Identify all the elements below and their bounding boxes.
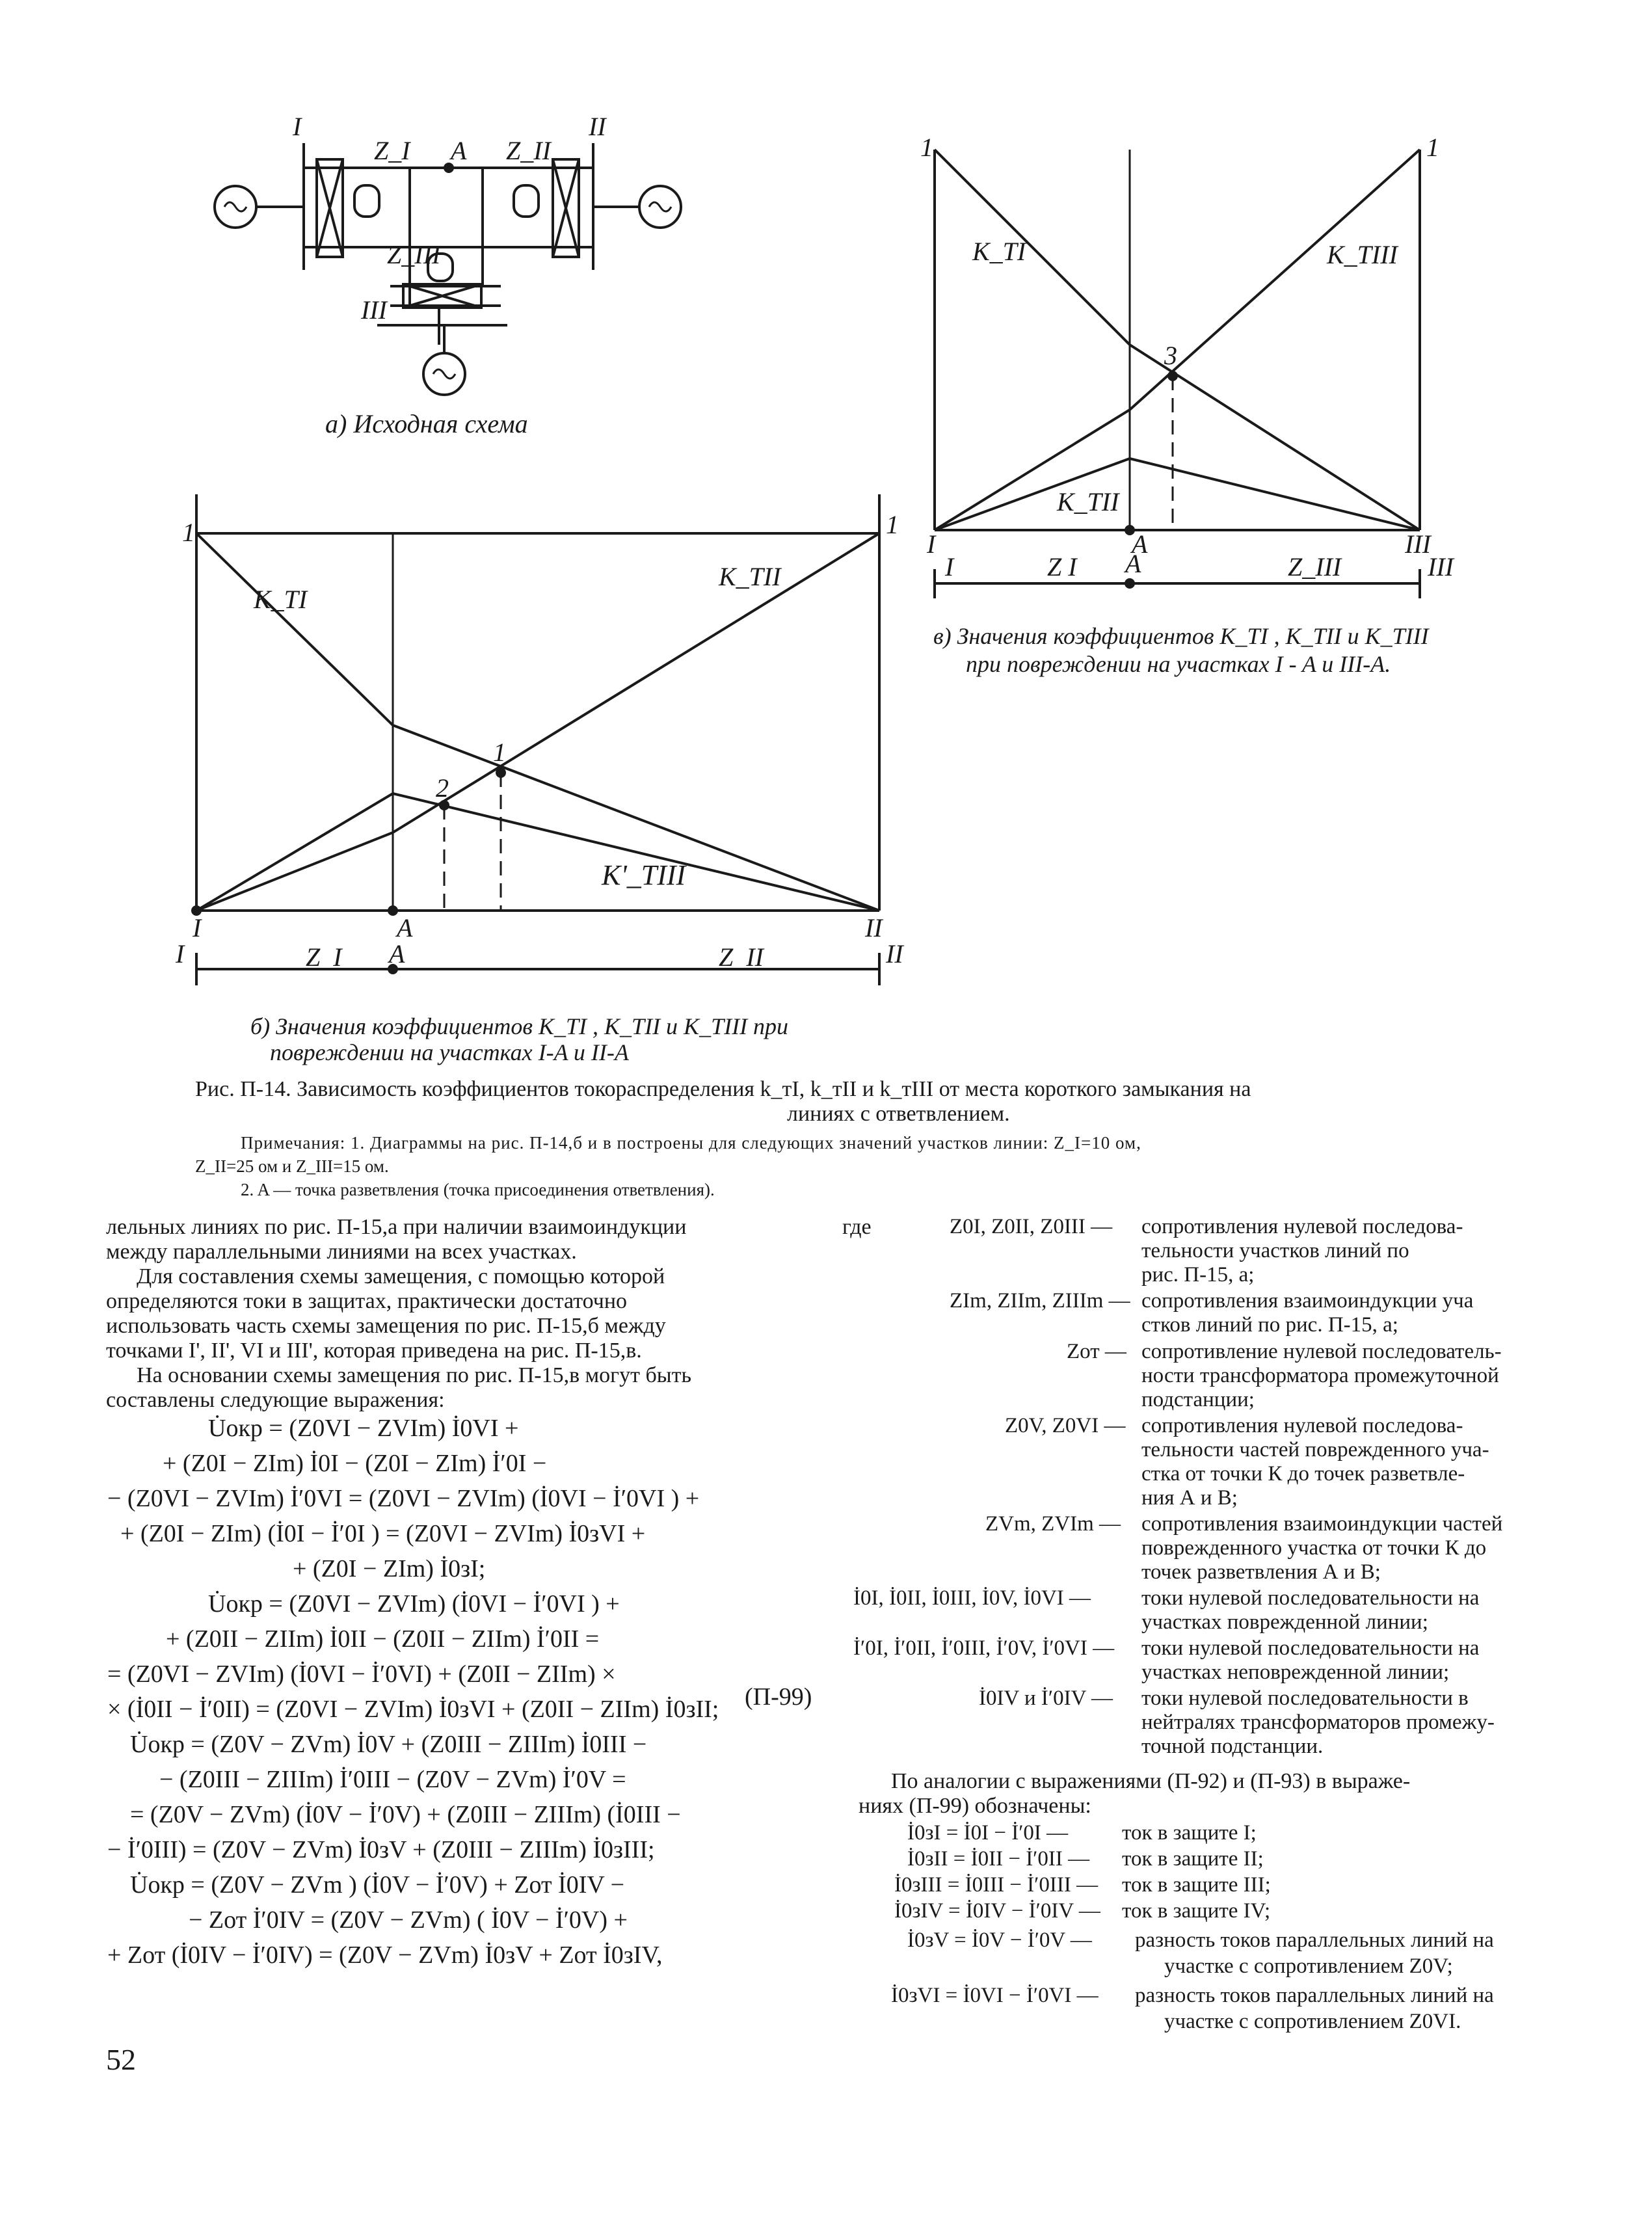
label-kt2: K_TII bbox=[1057, 487, 1119, 516]
equation-line: − İ′0III) = (Z0V − ZVm) İ0зV + (Z0III − ZIIIm) İ0зIII; bbox=[107, 1836, 655, 1863]
left-text-line: составлены следующие выражения: bbox=[106, 1388, 445, 1412]
label-right-III: III bbox=[1405, 529, 1431, 559]
left-text-line: точками I', II', VI и III', которая приведена на рис. П-15,в. bbox=[106, 1339, 642, 1363]
equation-line: = (Z0V − ZVm) (İ0V − İ′0V) + (Z0III − ZIIIm) (İ0III − bbox=[130, 1801, 681, 1828]
definition-text: сопротивления взаимоиндукции частей bbox=[1141, 1512, 1503, 1536]
figure-caption-line1: Рис. П-14. Зависимость коэффициентов токораспределения k_тI, k_тII и k_тIII от места короткого замыкания на bbox=[195, 1077, 1251, 1101]
label-point-3: 3 bbox=[1164, 341, 1177, 370]
analogy-text: ниях (П-99) обозначены: bbox=[859, 1794, 1091, 1818]
label-kt1: K_TI bbox=[254, 585, 308, 614]
curve-kt3 bbox=[935, 150, 1420, 530]
definition-text: тельности участков линий по bbox=[1141, 1239, 1409, 1262]
left-text-line: использовать часть схемы замещения по рис. П-15,б между bbox=[106, 1314, 666, 1338]
definition-text: нейтралях трансформаторов промежу- bbox=[1141, 1711, 1495, 1734]
label-mid-A: A bbox=[1132, 529, 1148, 559]
protection-current-symbol: İ0зIV = İ0IV − İ′0IV — bbox=[894, 1899, 1100, 1923]
definition-text: сопротивление нулевой последователь- bbox=[1141, 1340, 1502, 1363]
figure-a-schematic bbox=[215, 143, 681, 395]
definition-text: сопротивления нулевой последова- bbox=[1141, 1215, 1463, 1238]
definition-text: участках поврежденной линии; bbox=[1141, 1610, 1428, 1634]
page-number: 52 bbox=[106, 2043, 136, 2076]
label-axis-A: A bbox=[1125, 549, 1141, 578]
left-text-line: На основании схемы замещения по рис. П-15,в могут быть bbox=[137, 1363, 691, 1387]
label-one-right: 1 bbox=[886, 510, 899, 539]
label-point-A: A bbox=[451, 136, 467, 165]
label-right-II: II bbox=[865, 913, 883, 942]
label-axis-III: III bbox=[1428, 552, 1454, 581]
label-axis-A: A bbox=[389, 939, 405, 968]
figure-b-caption-2: повреждении на участках I-A и II-A bbox=[270, 1039, 629, 1065]
definition-symbol: ZVm, ZVIm — bbox=[985, 1512, 1121, 1536]
definition-symbol: Zот — bbox=[1067, 1340, 1126, 1363]
equation-line: U̇окр = (Z0VI − ZVIm) İ0VI + bbox=[208, 1415, 519, 1442]
label-bus-II: II bbox=[589, 112, 606, 141]
protection-current-desc: ток в защите II; bbox=[1122, 1847, 1264, 1871]
protection-current-desc: разность токов параллельных линий на bbox=[1135, 1928, 1494, 1952]
definition-text: ния А и В; bbox=[1141, 1486, 1238, 1510]
equation-line: − (Z0VI − ZVIm) İ′0VI = (Z0VI − ZVIm) (İ0VI − İ′0VI ) + bbox=[107, 1485, 700, 1512]
label-kt2: K_TII bbox=[719, 562, 781, 591]
definition-text: точной подстанции. bbox=[1141, 1735, 1324, 1758]
definition-text: точек разветвления А и В; bbox=[1141, 1560, 1381, 1584]
figure-v-diagram bbox=[935, 150, 1420, 598]
figure-b-caption-1: б) Значения коэффициентов K_TI , K_TII и K_TIII при bbox=[250, 1013, 789, 1039]
label-zright: Z_II bbox=[719, 942, 764, 972]
protection-current-symbol: İ0зV = İ0V − İ′0V — bbox=[907, 1928, 1092, 1952]
definition-text: токи нулевой последовательности на bbox=[1141, 1586, 1480, 1610]
left-text-line: Для составления схемы замещения, с помощью которой bbox=[137, 1264, 665, 1288]
protection-current-desc: ток в защите I; bbox=[1122, 1821, 1257, 1845]
label-zright: Z_III bbox=[1288, 552, 1342, 581]
protection-current-desc: участке с сопротивлением Z0VI. bbox=[1164, 2010, 1461, 2033]
equation-line: + Zот (İ0IV − İ′0IV) = (Z0V − ZVm) İ0зV + Zот İ0зIV, bbox=[107, 1941, 663, 1969]
left-text-line: определяются токи в защитах, практически достаточно bbox=[106, 1289, 628, 1313]
label-one-right: 1 bbox=[1426, 133, 1439, 162]
left-text-line: между параллельными линиями на всех участках. bbox=[106, 1240, 577, 1264]
label-bus-III: III bbox=[361, 295, 387, 325]
definition-text: поврежденного участка от точки К до bbox=[1141, 1536, 1487, 1560]
equation-line: U̇окр = (Z0V − ZVm ) (İ0V − İ′0V) + Zот İ0IV − bbox=[130, 1871, 625, 1899]
protection-current-symbol: İ0зI = İ0I − İ′0I — bbox=[907, 1821, 1069, 1845]
figure-a-caption: а) Исходная схема bbox=[325, 409, 528, 438]
label-one-left: 1 bbox=[182, 518, 195, 547]
definition-text: ности трансформатора промежуточной bbox=[1141, 1364, 1499, 1387]
label-one-left: 1 bbox=[920, 133, 933, 162]
label-kt3: K'_TIII bbox=[602, 859, 686, 891]
label-zI: Z_I bbox=[374, 136, 410, 165]
curve-kt1 bbox=[935, 150, 1420, 530]
protection-current-desc: ток в защите IV; bbox=[1122, 1899, 1271, 1923]
definition-text: стка от точки К до точек разветвле- bbox=[1141, 1462, 1465, 1486]
figures-canvas bbox=[0, 0, 1652, 1080]
equation-line: × (İ0II − İ′0II) = (Z0VI − ZVIm) İ0зVI + (Z0II − ZIIm) İ0зII; bbox=[107, 1696, 719, 1723]
protection-current-symbol: İ0зIII = İ0III − İ′0III — bbox=[894, 1873, 1099, 1897]
definition-symbol: İ0IV и İ′0IV — bbox=[979, 1687, 1113, 1710]
definition-text: сопротивления нулевой последова- bbox=[1141, 1414, 1463, 1437]
note-line3: 2. A — точка разветвления (точка присоединения ответвления). bbox=[241, 1180, 715, 1199]
label-zII: Z_II bbox=[506, 136, 551, 165]
protection-current-desc: ток в защите III; bbox=[1122, 1873, 1271, 1897]
relay-icon bbox=[354, 185, 379, 217]
definition-symbol: İ0I, İ0II, İ0III, İ0V, İ0VI — bbox=[853, 1586, 1091, 1610]
note-line2: Z_II=25 ом и Z_III=15 ом. bbox=[195, 1156, 389, 1176]
protection-current-symbol: İ0зII = İ0II − İ′0II — bbox=[907, 1847, 1090, 1871]
label-left-I: I bbox=[193, 913, 202, 942]
label-kt1: K_TI bbox=[972, 237, 1026, 266]
label-zleft: Z_I bbox=[306, 942, 342, 972]
label-left-I: I bbox=[927, 529, 936, 559]
definition-text: сопротивления взаимоиндукции уча bbox=[1141, 1289, 1474, 1313]
equation-line: − (Z0III − ZIIIm) İ′0III − (Z0V − ZVm) İ′0V = bbox=[159, 1766, 626, 1793]
protection-current-desc: участке с сопротивлением Z0V; bbox=[1164, 1954, 1453, 1978]
label-bus-I: I bbox=[293, 112, 302, 141]
label-mid-A: A bbox=[397, 913, 413, 942]
figure-caption-line2: линиях с ответвлением. bbox=[787, 1102, 1010, 1126]
definition-text: токи нулевой последовательности на bbox=[1141, 1636, 1480, 1660]
label-axis-I: I bbox=[945, 552, 954, 581]
curve-kt3 bbox=[196, 793, 879, 911]
where-word: где bbox=[842, 1215, 872, 1239]
label-zIII: Z_III bbox=[387, 240, 441, 269]
protection-current-desc: разность токов параллельных линий на bbox=[1135, 1984, 1494, 2007]
definition-text: подстанции; bbox=[1141, 1388, 1255, 1411]
label-point-1: 1 bbox=[493, 738, 506, 767]
protection-current-symbol: İ0зVI = İ0VI − İ′0VI — bbox=[891, 1984, 1099, 2007]
label-kt3: K_TIII bbox=[1327, 240, 1398, 269]
label-zleft: Z I bbox=[1047, 552, 1077, 581]
equation-line: U̇окр = (Z0V − ZVm) İ0V + (Z0III − ZIIIm) İ0III − bbox=[130, 1731, 647, 1758]
definition-symbol: Z0I, Z0II, Z0III — bbox=[950, 1215, 1113, 1238]
equation-line: + (Z0II − ZIIm) İ0II − (Z0II − ZIIm) İ′0II = bbox=[166, 1625, 600, 1653]
definition-text: участках неповрежденной линии; bbox=[1141, 1660, 1450, 1684]
definition-symbol: ZIm, ZIIm, ZIIIm — bbox=[950, 1289, 1130, 1313]
left-text-line: лельных линиях по рис. П-15,а при наличии взаимоиндукции bbox=[106, 1215, 687, 1239]
definition-symbol: Z0V, Z0VI — bbox=[1005, 1414, 1126, 1437]
definition-text: тельности частей поврежденного уча- bbox=[1141, 1438, 1489, 1461]
equation-line: + (Z0I − ZIm) İ0I − (Z0I − ZIm) İ′0I − bbox=[163, 1450, 547, 1477]
equation-line: = (Z0VI − ZVIm) (İ0VI − İ′0VI) + (Z0II − ZIIm) × bbox=[107, 1660, 616, 1688]
definition-symbol: İ′0I, İ′0II, İ′0III, İ′0V, İ′0VI — bbox=[853, 1636, 1115, 1660]
equation-number: (П-99) bbox=[745, 1683, 812, 1711]
analogy-text: По аналогии с выражениями (П-92) и (П-93) в выраже- bbox=[891, 1769, 1411, 1793]
equation-line: + (Z0I − ZIm) İ0зI; bbox=[293, 1555, 486, 1582]
equation-line: U̇окр = (Z0VI − ZVIm) (İ0VI − İ′0VI ) + bbox=[208, 1590, 620, 1618]
label-axis-I: I bbox=[176, 939, 185, 968]
equation-line: − Zот İ′0IV = (Z0V − ZVm) ( İ0V − İ′0V) + bbox=[189, 1906, 628, 1934]
equation-line: + (Z0I − ZIm) (İ0I − İ′0I ) = (Z0VI − ZVIm) İ0зVI + bbox=[120, 1520, 646, 1547]
figure-v-caption-2: при повреждении на участках I - A и III-A. bbox=[966, 651, 1391, 677]
definition-text: токи нулевой последовательности в bbox=[1141, 1687, 1469, 1710]
relay-icon bbox=[514, 185, 539, 217]
note-line1: Примечания: 1. Диаграммы на рис. П-14,б и в построены для следующих значений участков линии: Z_I=10 ом, bbox=[241, 1133, 1141, 1153]
definition-text: рис. П-15, а; bbox=[1141, 1263, 1255, 1287]
label-axis-II: II bbox=[886, 939, 903, 968]
definition-text: стков линий по рис. П-15, а; bbox=[1141, 1313, 1398, 1337]
figure-v-caption-1: в) Значения коэффициентов K_TI , K_TII и K_TIII bbox=[933, 623, 1429, 649]
label-point-2: 2 bbox=[436, 773, 449, 803]
curve-kt2 bbox=[935, 459, 1420, 530]
